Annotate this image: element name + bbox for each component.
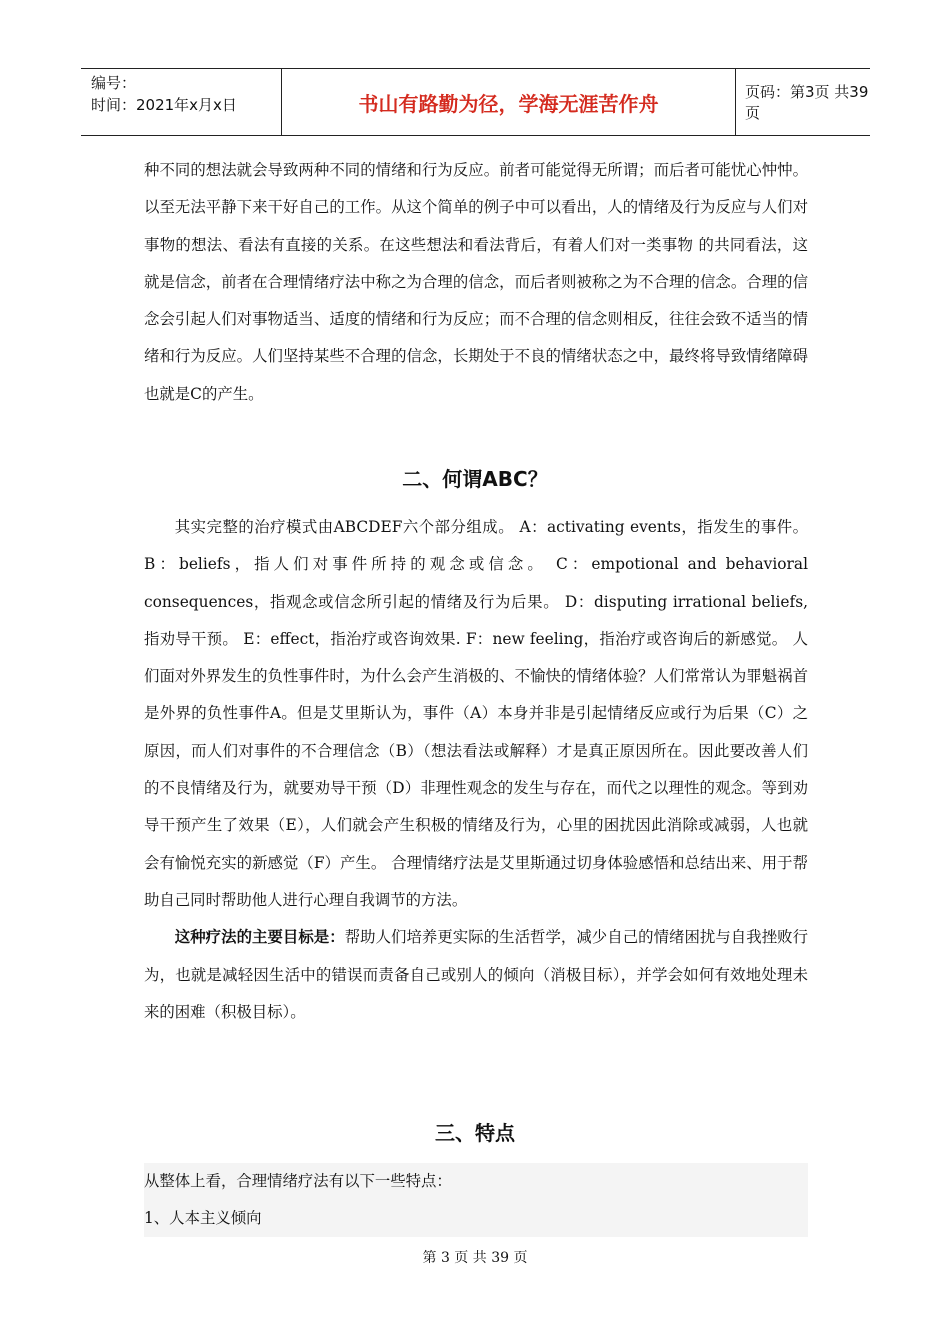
section-2 — [144, 509, 808, 1031]
header-page-number: 页码：第3页 共39页 — [745, 83, 869, 122]
document-time: 时间：2021年x月x日 — [91, 96, 237, 114]
body-paragraph: 其实完整的治疗模式由ABCDEF六个部分组成。 A：activating events，指发生的事件。 B：beliefs，指人们对事件所持的观念或信念。 C：empotional and behavioral consequences，指观念或信念所引起的情绪及行为后果。 D：disputing irrational beliefs, 指劝导干预。 E：effect，指治疗或咨询效果. F：new feeling，指治疗或咨询后的新感觉。 人们面对外界发生的负性事件时，为什么会产生消极的、不愉快的情绪体验？人们常常认为罪魁祸首是外界的负性事件A。但是艾里斯认为，事件（A）本身并非是引起情绪反应或行为后果（C）之原因，而人们对事件的不合理信念（B）（想法看法或解释）才是真正原因所在。因此要改善人们的不良情绪及行为，就要劝导干预（D）非理性观念的发生与存在，而代之以理性的观念。等到劝导干预产生了效果（E），人们就会产生积极的情绪及行为，心里的困扰因此消除或减弱，人也就会有愉悦充实的新感觉（F）产生。 合理情绪疗法是艾里斯通过切身体验感悟和总结出来、用于帮助自己同时帮助他人进行心理自我调节的方法。 — [144, 518, 808, 909]
section-1 — [144, 152, 808, 413]
feature-item: 1、人本主义倾向 — [144, 1200, 808, 1237]
header-motto: 书山有路勤为径，学海无涯苦作舟 — [282, 69, 736, 135]
goal-paragraph — [144, 919, 808, 1031]
document-number: 编号： — [91, 74, 137, 92]
section-heading-abc: 二、何谓ABC？ — [402, 467, 548, 491]
section-3 — [144, 1163, 808, 1237]
page-header — [81, 68, 870, 136]
page-footer: 第 3 页 共 39 页 — [422, 1250, 528, 1266]
body-paragraph: 种不同的想法就会导致两种不同的情绪和行为反应。前者可能觉得无所谓；而后者可能忧心忡忡。 以至无法平静下来干好自己的工作。从这个简单的例子中可以看出，人的情绪及行为反应与人们对事物的想法、看法有直接的关系。在这些想法和看法背后，有着人们对一类事物 的共同看法，这就是信念，前者在合理情绪疗法中称之为合理的信念，而后者则被称之为不合理的信念。合理的信念会引起人们对事物适当、适度的情绪和行为反应；而不合理的信念则相反，往往会致不适当的情绪和行为反应。人们坚持某些不合理的信念，长期处于不良的情绪状态之中，最终将导致情绪障碍也就是C的产生。 — [144, 161, 808, 403]
goal-text: 帮助人们培养更实际的生活哲学，减少自己的情绪困扰与自我挫败行为，也就是减轻因生活中的错误而责备自己或别人的倾向（消极目标），并学会如何有效地处理未来的困难（积极目标）。 — [144, 928, 808, 1021]
goal-label: 这种疗法的主要目标是： — [174, 928, 345, 947]
features-intro: 从整体上看，合理情绪疗法有以下一些特点： — [144, 1163, 808, 1200]
header-meta — [81, 69, 282, 135]
section-heading-features: 三、特点 — [435, 1121, 515, 1145]
